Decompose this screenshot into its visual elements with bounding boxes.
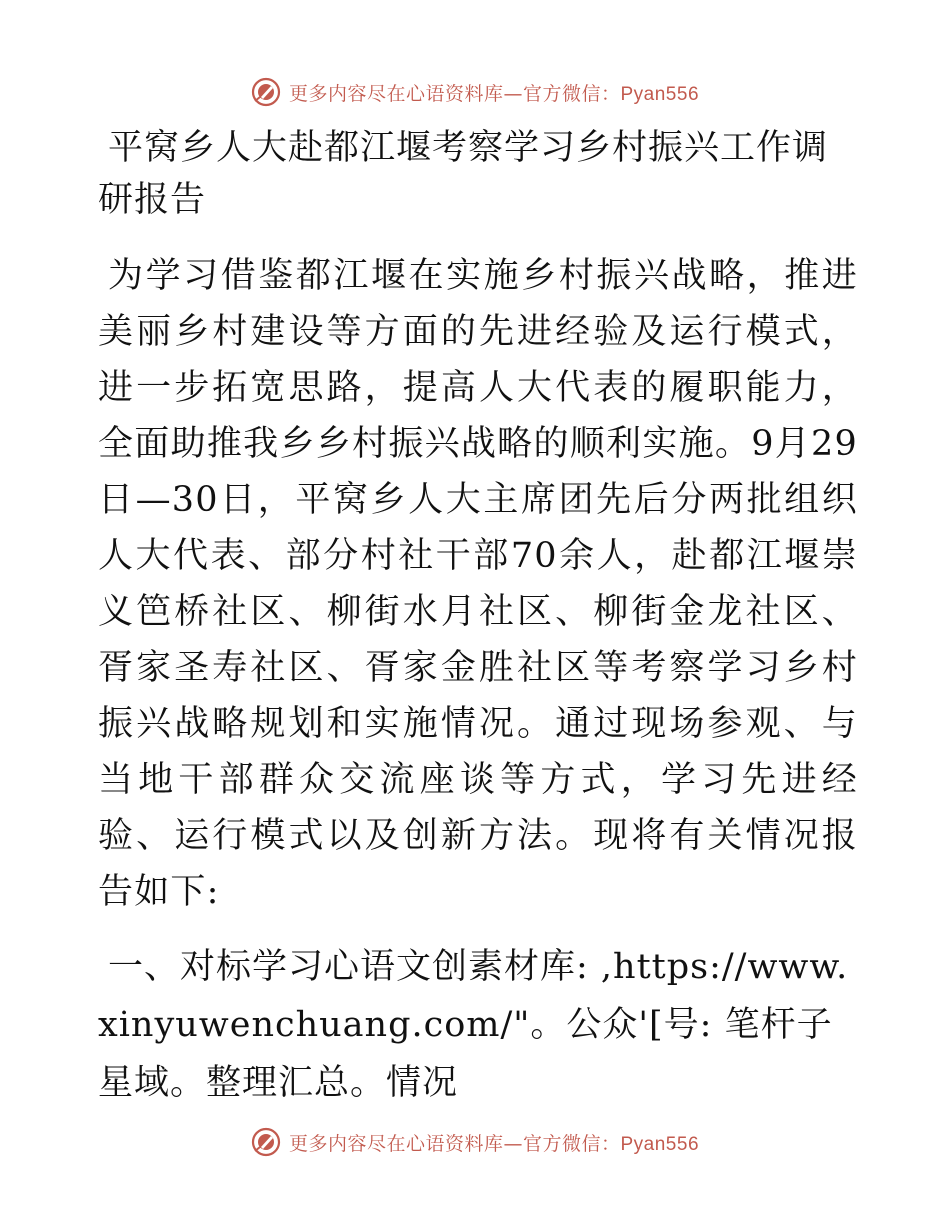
footer-watermark — [0, 1122, 950, 1162]
pen-seal-icon — [251, 1127, 281, 1157]
watermark-wechat-id: Pyan556 — [620, 1133, 700, 1155]
document-title: 平窝乡人大赴都江堰考察学习乡村振兴工作调研报告 — [98, 128, 829, 220]
intro-paragraph: 为学习借鉴都江堰在实施乡村振兴战略，推进美丽乡村建设等方面的先进经验及运行模式，进一步拓宽思路，提高人大代表的履职能力，全面助推我乡乡村振兴战略的顺利实施。9月29日—30日，平窝乡人大主席团先后分两批组织人大代表、部分村社干部70余人，赴都江堰崇义笆桥社区、柳街水月社区、柳街金龙社区、胥家圣寿社区、胥家金胜社区等考察学习乡村振兴战略规划和实施情况。通过现场参观、与当地干部群众交流座谈等方式，学习先进经验、运行模式以及创新方法。现将有关情况报告如下: — [98, 256, 858, 912]
watermark-text — [289, 1129, 699, 1156]
section-heading: 一、对标学习心语文创素材库: ,https://www.xinyuwenchuang.com/"。公众'[号: 笔杆子星域。整理汇总。情况 — [98, 947, 849, 1103]
watermark-wechat-id: Pyan556 — [620, 83, 700, 105]
watermark-text — [289, 79, 699, 106]
watermark-brand: 更多内容尽在心语资料库—官方微信： — [288, 1132, 621, 1155]
pen-seal-icon — [251, 77, 281, 107]
header-watermark — [0, 72, 950, 112]
watermark-brand: 更多内容尽在心语资料库—官方微信： — [288, 82, 621, 105]
document-body — [98, 122, 858, 1112]
